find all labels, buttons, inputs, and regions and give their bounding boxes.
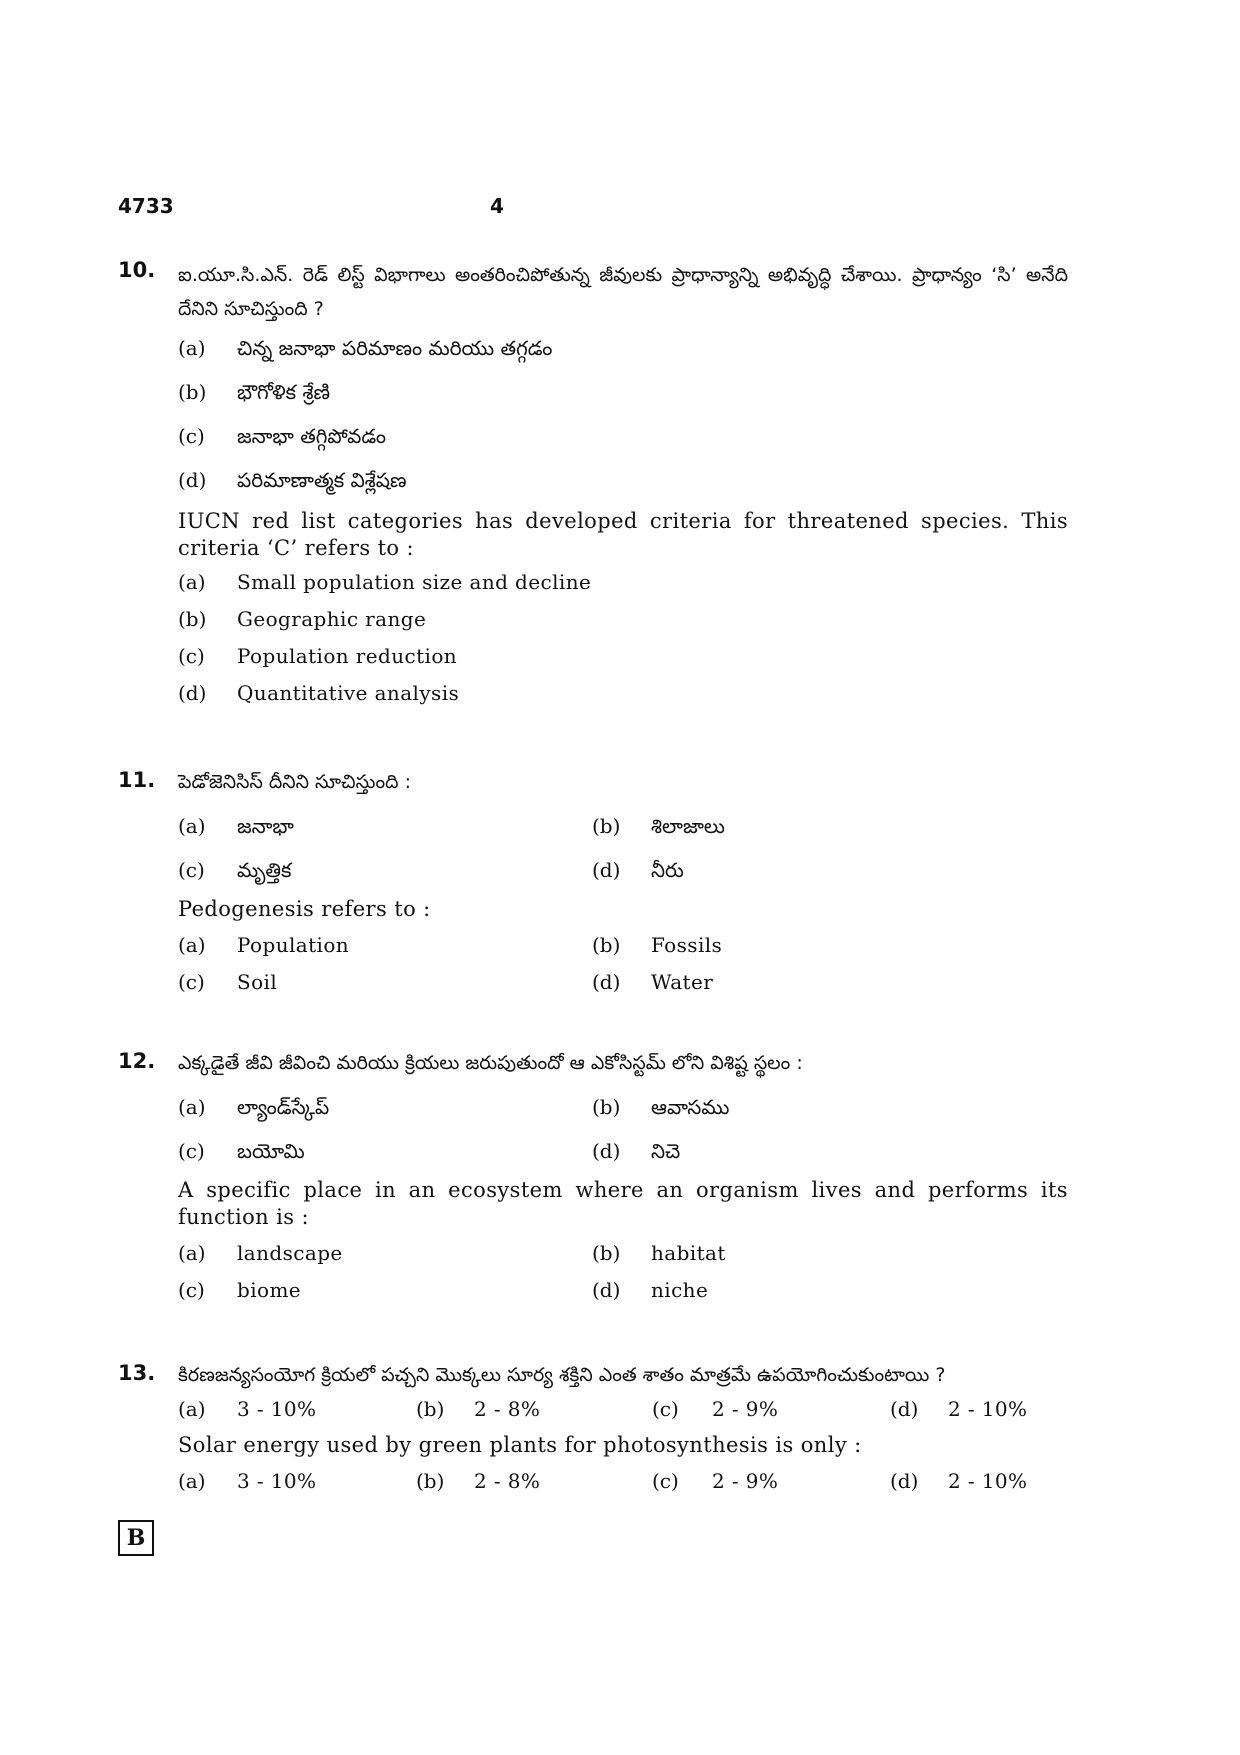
option-label: (a) <box>178 1397 206 1421</box>
option-label: (b) <box>592 1095 621 1119</box>
option-text: శిలాజాలు <box>651 814 725 838</box>
question-number: 10. <box>118 258 156 282</box>
option-label: (d) <box>178 468 207 492</box>
option-label: (d) <box>890 1469 919 1493</box>
option-label: (c) <box>178 858 205 882</box>
option-label: (b) <box>592 933 621 957</box>
option-label: (b) <box>178 380 207 404</box>
question-number: 11. <box>118 768 156 792</box>
option-label: (c) <box>652 1397 679 1421</box>
option-label: (b) <box>416 1397 445 1421</box>
option-label: (c) <box>178 644 205 668</box>
option-label: (c) <box>178 1278 205 1302</box>
option-text: Fossils <box>651 933 723 957</box>
option-text: నిచె <box>651 1139 681 1163</box>
question-12 <box>118 1049 1068 1313</box>
option-label: (a) <box>178 336 206 360</box>
option-text: Water <box>651 970 714 994</box>
option-label: (d) <box>592 1278 621 1302</box>
question-stem-english: Solar energy used by green plants for photosynthesis is only : <box>178 1433 862 1457</box>
option-text: చిన్న జనాభా పరిమాణం మరియు తగ్గడం <box>237 336 553 360</box>
option-row <box>178 1137 1068 1177</box>
options-english <box>178 568 1068 716</box>
option-text: 2 - 10% <box>948 1469 1028 1493</box>
option-label: (d) <box>592 970 621 994</box>
option-text: 2 - 9% <box>712 1469 779 1493</box>
option-a <box>178 568 1068 605</box>
options-telugu <box>178 812 1068 896</box>
option-label: (c) <box>178 970 205 994</box>
question-stem-english: Pedogenesis refers to : <box>178 897 431 921</box>
option-c <box>178 422 1068 466</box>
option-text: పరిమాణాత్మక విశ్లేషణ <box>237 468 407 492</box>
option-label: (c) <box>178 424 205 448</box>
option-label: (b) <box>592 814 621 838</box>
option-text: ల్యాండ్‌స్కేప్ <box>237 1095 330 1119</box>
option-d <box>178 466 1068 506</box>
option-label: (a) <box>178 1095 206 1119</box>
question-number: 13. <box>118 1361 156 1385</box>
option-label: (a) <box>178 1241 206 1265</box>
question-stem-english: IUCN red list categories has developed criteria for threatened species. This criteria ‘C’ refers to : <box>178 509 1068 560</box>
options-telugu <box>178 1395 1068 1432</box>
option-row <box>178 1239 1068 1276</box>
option-text: 3 - 10% <box>237 1469 317 1493</box>
question-10 <box>118 258 1068 716</box>
option-label: (c) <box>652 1469 679 1493</box>
option-d <box>178 679 1068 716</box>
option-label: (c) <box>178 1139 205 1163</box>
page-number: 4 <box>490 194 504 218</box>
option-text: జనాభా <box>237 814 294 838</box>
option-row <box>178 1093 1068 1137</box>
option-label: (d) <box>592 858 621 882</box>
option-text: జనాభా తగ్గిపోవడం <box>237 424 387 448</box>
paper-code: 4733 <box>118 194 174 218</box>
option-row <box>178 968 1068 1005</box>
question-stem-telugu: కిరణజన్యసంయోగ క్రియలో పచ్చని మొక్కలు సూర్య శక్తిని ఎంత శాతం మాత్రమే ఉపయోగించుకుంటాయి ? <box>178 1364 946 1386</box>
option-b <box>178 378 1068 422</box>
option-text: biome <box>237 1278 302 1302</box>
option-text: Quantitative analysis <box>237 681 460 705</box>
options-telugu <box>178 1093 1068 1177</box>
option-label: (a) <box>178 570 206 594</box>
option-text: Geographic range <box>237 607 427 631</box>
option-text: niche <box>651 1278 709 1302</box>
question-13 <box>118 1361 1068 1504</box>
option-row <box>178 931 1068 968</box>
options-english <box>178 1467 1068 1504</box>
option-text: 2 - 9% <box>712 1397 779 1421</box>
option-c <box>178 642 1068 679</box>
option-text: habitat <box>651 1241 726 1265</box>
option-label: (a) <box>178 933 206 957</box>
option-label: (b) <box>178 607 207 631</box>
question-number: 12. <box>118 1049 156 1073</box>
question-stem-telugu: ఐ.యూ.సి.ఎన్. రెడ్ లిస్ట్ విభాగాలు అంతరించిపోతున్న జీవులకు ప్రాధాన్యాన్ని అభివృద్ధి చేశాయి. ప్రాధాన్యం ‘సి’ అనేది దేనిని సూచిస్తుంది ? <box>178 264 1068 320</box>
option-text: 2 - 8% <box>474 1469 541 1493</box>
question-stem-telugu: పెడోజెనిసిస్ దీనిని సూచిస్తుంది : <box>178 771 411 793</box>
option-text: Population reduction <box>237 644 458 668</box>
booklet-series-box: B <box>118 1520 154 1556</box>
option-text: 2 - 8% <box>474 1397 541 1421</box>
option-text: మృత్తిక <box>237 858 292 882</box>
option-text: ఆవాసము <box>651 1095 730 1119</box>
question-stem-english: A specific place in an ecosystem where an organism lives and performs its function is : <box>178 1178 1068 1229</box>
option-row <box>178 1276 1068 1313</box>
option-text: బయోమి <box>237 1139 305 1163</box>
option-text: 3 - 10% <box>237 1397 317 1421</box>
question-stem-telugu: ఎక్కడైతే జీవి జీవించి మరియు క్రియలు జరుపుతుందో ఆ ఎకోసిస్టమ్ లోని విశిష్ట స్థలం : <box>178 1052 803 1074</box>
option-b <box>178 605 1068 642</box>
option-text: 2 - 10% <box>948 1397 1028 1421</box>
options-english <box>178 931 1068 1005</box>
option-label: (d) <box>890 1397 919 1421</box>
options-english <box>178 1239 1068 1313</box>
option-label: (d) <box>178 681 207 705</box>
question-11 <box>118 768 1068 1005</box>
option-label: (b) <box>416 1469 445 1493</box>
option-label: (b) <box>592 1241 621 1265</box>
option-text: Small population size and decline <box>237 570 592 594</box>
option-row <box>178 856 1068 896</box>
options-telugu <box>178 334 1068 506</box>
option-a <box>178 334 1068 378</box>
option-text: Soil <box>237 970 278 994</box>
option-row <box>178 812 1068 856</box>
option-text: భౌగోళిక శ్రేణి <box>237 380 330 404</box>
option-label: (d) <box>592 1139 621 1163</box>
page-header <box>118 194 1118 224</box>
option-label: (a) <box>178 1469 206 1493</box>
option-label: (a) <box>178 814 206 838</box>
option-text: Population <box>237 933 350 957</box>
option-text: నీరు <box>651 858 684 882</box>
option-text: landscape <box>237 1241 343 1265</box>
